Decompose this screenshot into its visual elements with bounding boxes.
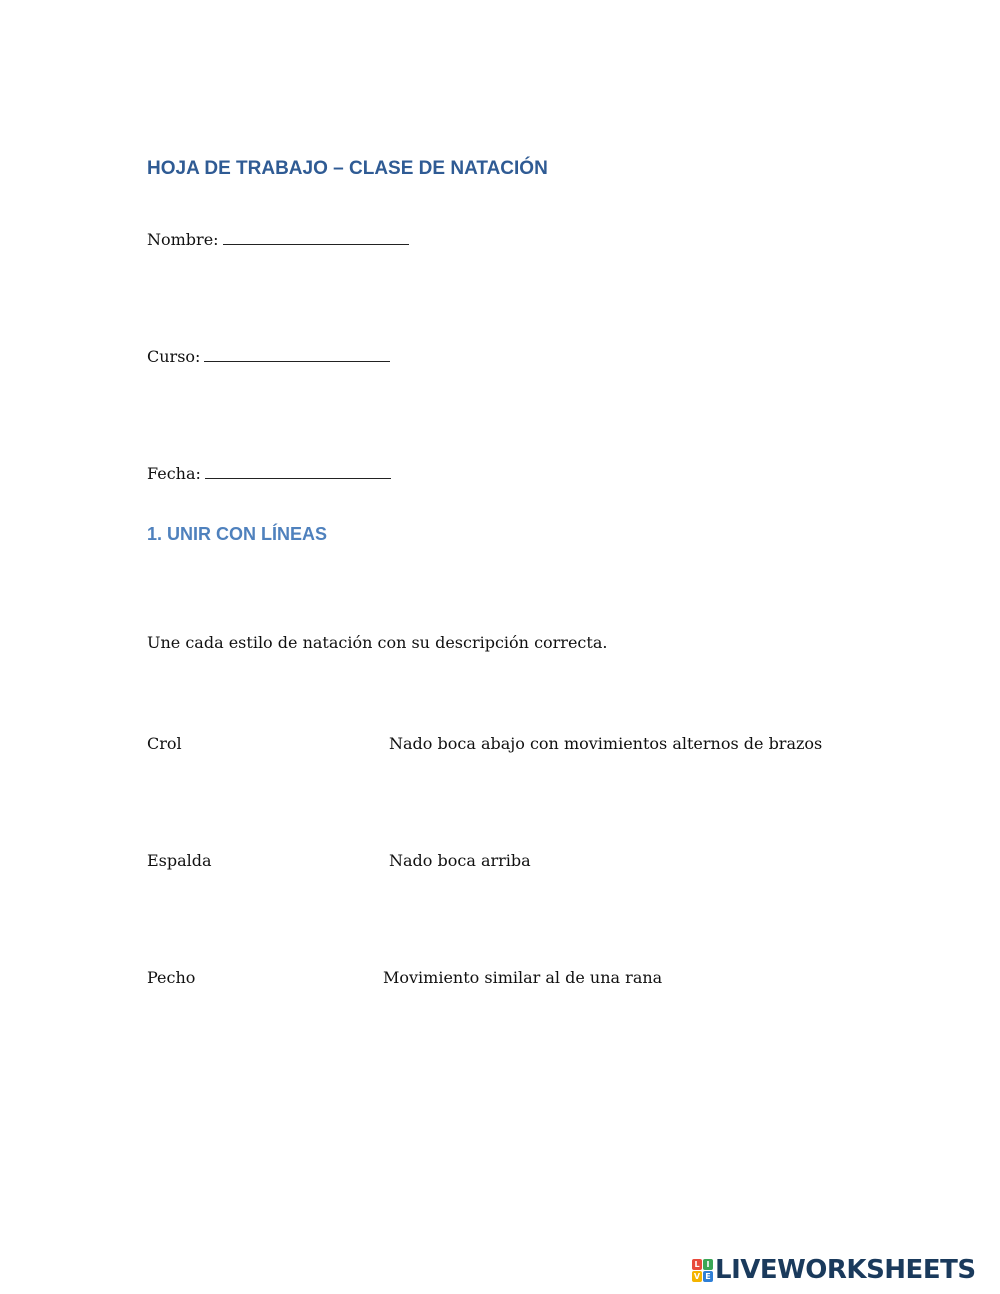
description-item-2[interactable]: Nado boca arriba xyxy=(389,851,531,870)
course-field xyxy=(147,347,390,367)
style-item-espalda[interactable]: Espalda xyxy=(147,851,212,870)
logo-letter: E xyxy=(703,1271,713,1282)
logo-text: LIVEWORKSHEETS xyxy=(715,1255,976,1285)
name-label: Nombre: xyxy=(147,230,219,249)
date-blank-line[interactable] xyxy=(205,464,391,479)
date-field xyxy=(147,464,391,484)
page-title: HOJA DE TRABAJO – CLASE DE NATACIÓN xyxy=(147,158,548,179)
logo-icon xyxy=(692,1259,713,1282)
logo-letter: I xyxy=(703,1259,713,1270)
description-item-1[interactable]: Nado boca abajo con movimientos alternos de brazos xyxy=(389,734,823,753)
instruction-text: Une cada estilo de natación con su descripción correcta. xyxy=(147,633,608,652)
name-field xyxy=(147,230,409,250)
logo-letter: V xyxy=(693,1271,701,1281)
description-item-3[interactable]: Movimiento similar al de una rana xyxy=(383,968,663,987)
date-label: Fecha: xyxy=(147,464,201,483)
style-item-pecho[interactable]: Pecho xyxy=(147,968,196,987)
liveworksheets-logo xyxy=(692,1256,976,1284)
course-label: Curso: xyxy=(147,347,201,366)
course-blank-line[interactable] xyxy=(204,347,390,362)
style-item-crol[interactable]: Crol xyxy=(147,734,182,753)
name-blank-line[interactable] xyxy=(223,230,409,245)
section-heading: 1. UNIR CON LÍNEAS xyxy=(147,524,328,544)
logo-letter: L xyxy=(692,1259,702,1270)
